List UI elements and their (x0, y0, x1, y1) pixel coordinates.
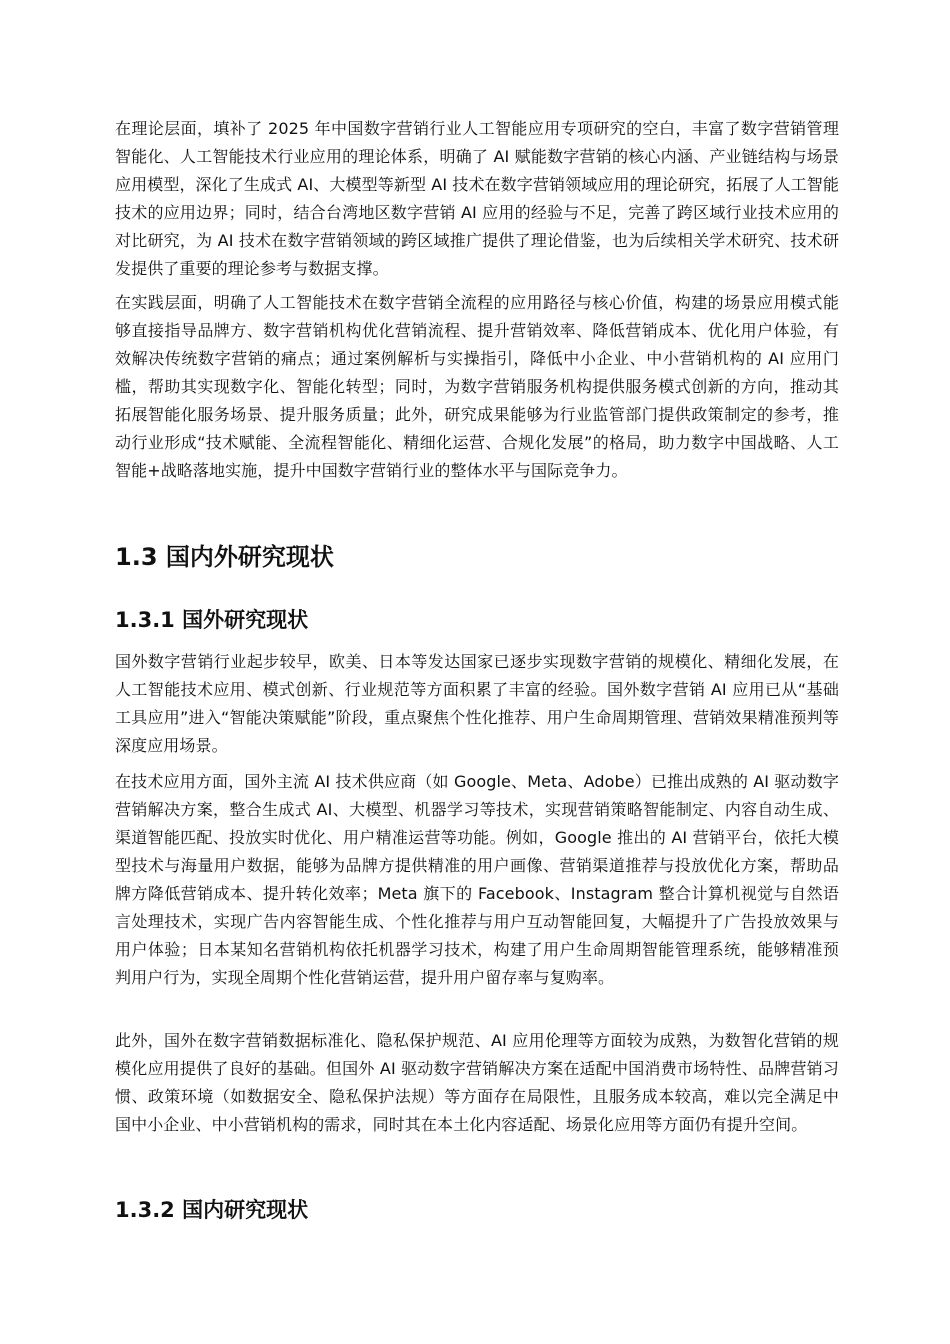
paragraph-practice: 在实践层面，明确了人工智能技术在数字营销全流程的应用路径与核心价值，构建的场景应用模式能够直接指导品牌方、数字营销机构优化营销流程、提升营销效率、降低营销成本、优化用户体验，有效解决传统数字营销的痛点；通过案例解析与实操指引，降低中小企业、中小营销机构的 AI 应用门槛，帮助其实现数字化、智能化转型；同时，为数字营销服务机构提供服务模式创新的方向，推动其拓展智能化服务场景、提升服务质量；此外，研究成果能够为行业监管部门提供政策制定的参考，推动行业形成“技术赋能、全流程智能化、精细化运营、合规化发展”的格局，助力数字中国战略、人工智能+战略落地实施，提升中国数字营销行业的整体水平与国际竞争力。 (115, 293, 839, 480)
paragraph-theory: 在理论层面，填补了 2025 年中国数字营销行业人工智能应用专项研究的空白，丰富了数字营销管理智能化、人工智能技术行业应用的理论体系，明确了 AI 赋能数字营销的核心内涵、产业链结构与场景应用模型，深化了生成式 AI、大模型等新型 AI 技术在数字营销领域应用的理论研究，拓展了人工智能技术的应用边界；同时，结合台湾地区数字营销 AI 应用的经验与不足，完善了跨区域行业技术应用的对比研究，为 AI 技术在数字营销领域的跨区域推广提供了理论借鉴，也为后续相关学术研究、技术研发提供了重要的理论参考与数据支撑。 (115, 119, 839, 278)
paragraph-foreign-tech: 在技术应用方面，国外主流 AI 技术供应商（如 Google、Meta、Adobe）已推出成熟的 AI 驱动数字营销解决方案，整合生成式 AI、大模型、机器学习等技术，实现营销策略智能制定、内容自动生成、渠道智能匹配、投放实时优化、用户精准运营等功能。例如，Google 推出的 AI 营销平台，依托大模型技术与海量用户数据，能够为品牌方提供精准的用户画像、营销渠道推荐与投放优化方案，帮助品牌方降低营销成本、提升转化效率；Meta 旗下的 Facebook、Instagram 整合计算机视觉与自然语言处理技术，实现广告内容智能生成、个性化推荐与用户互动智能回复，大幅提升了广告投放效果与用户体验；日本某知名营销机构依托机器学习技术，构建了用户生命周期智能管理系统，能够精准预判用户行为，实现全周期个性化营销运营，提升用户留存率与复购率。 (115, 772, 839, 987)
section-heading-1-3-2: 1.3.2 国内研究现状 (115, 1198, 309, 1222)
paragraph-foreign-overview: 国外数字营销行业起步较早，欧美、日本等发达国家已逐步实现数字营销的规模化、精细化发展，在人工智能技术应用、模式创新、行业规范等方面积累了丰富的经验。国外数字营销 AI 应用已从“基础工具应用”进入“智能决策赋能”阶段，重点聚焦个性化推荐、用户生命周期管理、营销效果精准预判等深度应用场景。 (115, 652, 839, 755)
paragraph-foreign-limits: 此外，国外在数字营销数据标准化、隐私保护规范、AI 应用伦理等方面较为成熟，为数智化营销的规模化应用提供了良好的基础。但国外 AI 驱动数字营销解决方案在适配中国消费市场特性、品牌营销习惯、政策环境（如数据安全、隐私保护法规）等方面存在局限性，且服务成本较高，难以完全满足中国中小企业、中小营销机构的需求，同时其在本土化内容适配、场景化应用等方面仍有提升空间。 (115, 1031, 839, 1134)
section-heading-1-3-1: 1.3.1 国外研究现状 (115, 608, 309, 632)
section-heading-1-3: 1.3 国内外研究现状 (115, 543, 334, 571)
